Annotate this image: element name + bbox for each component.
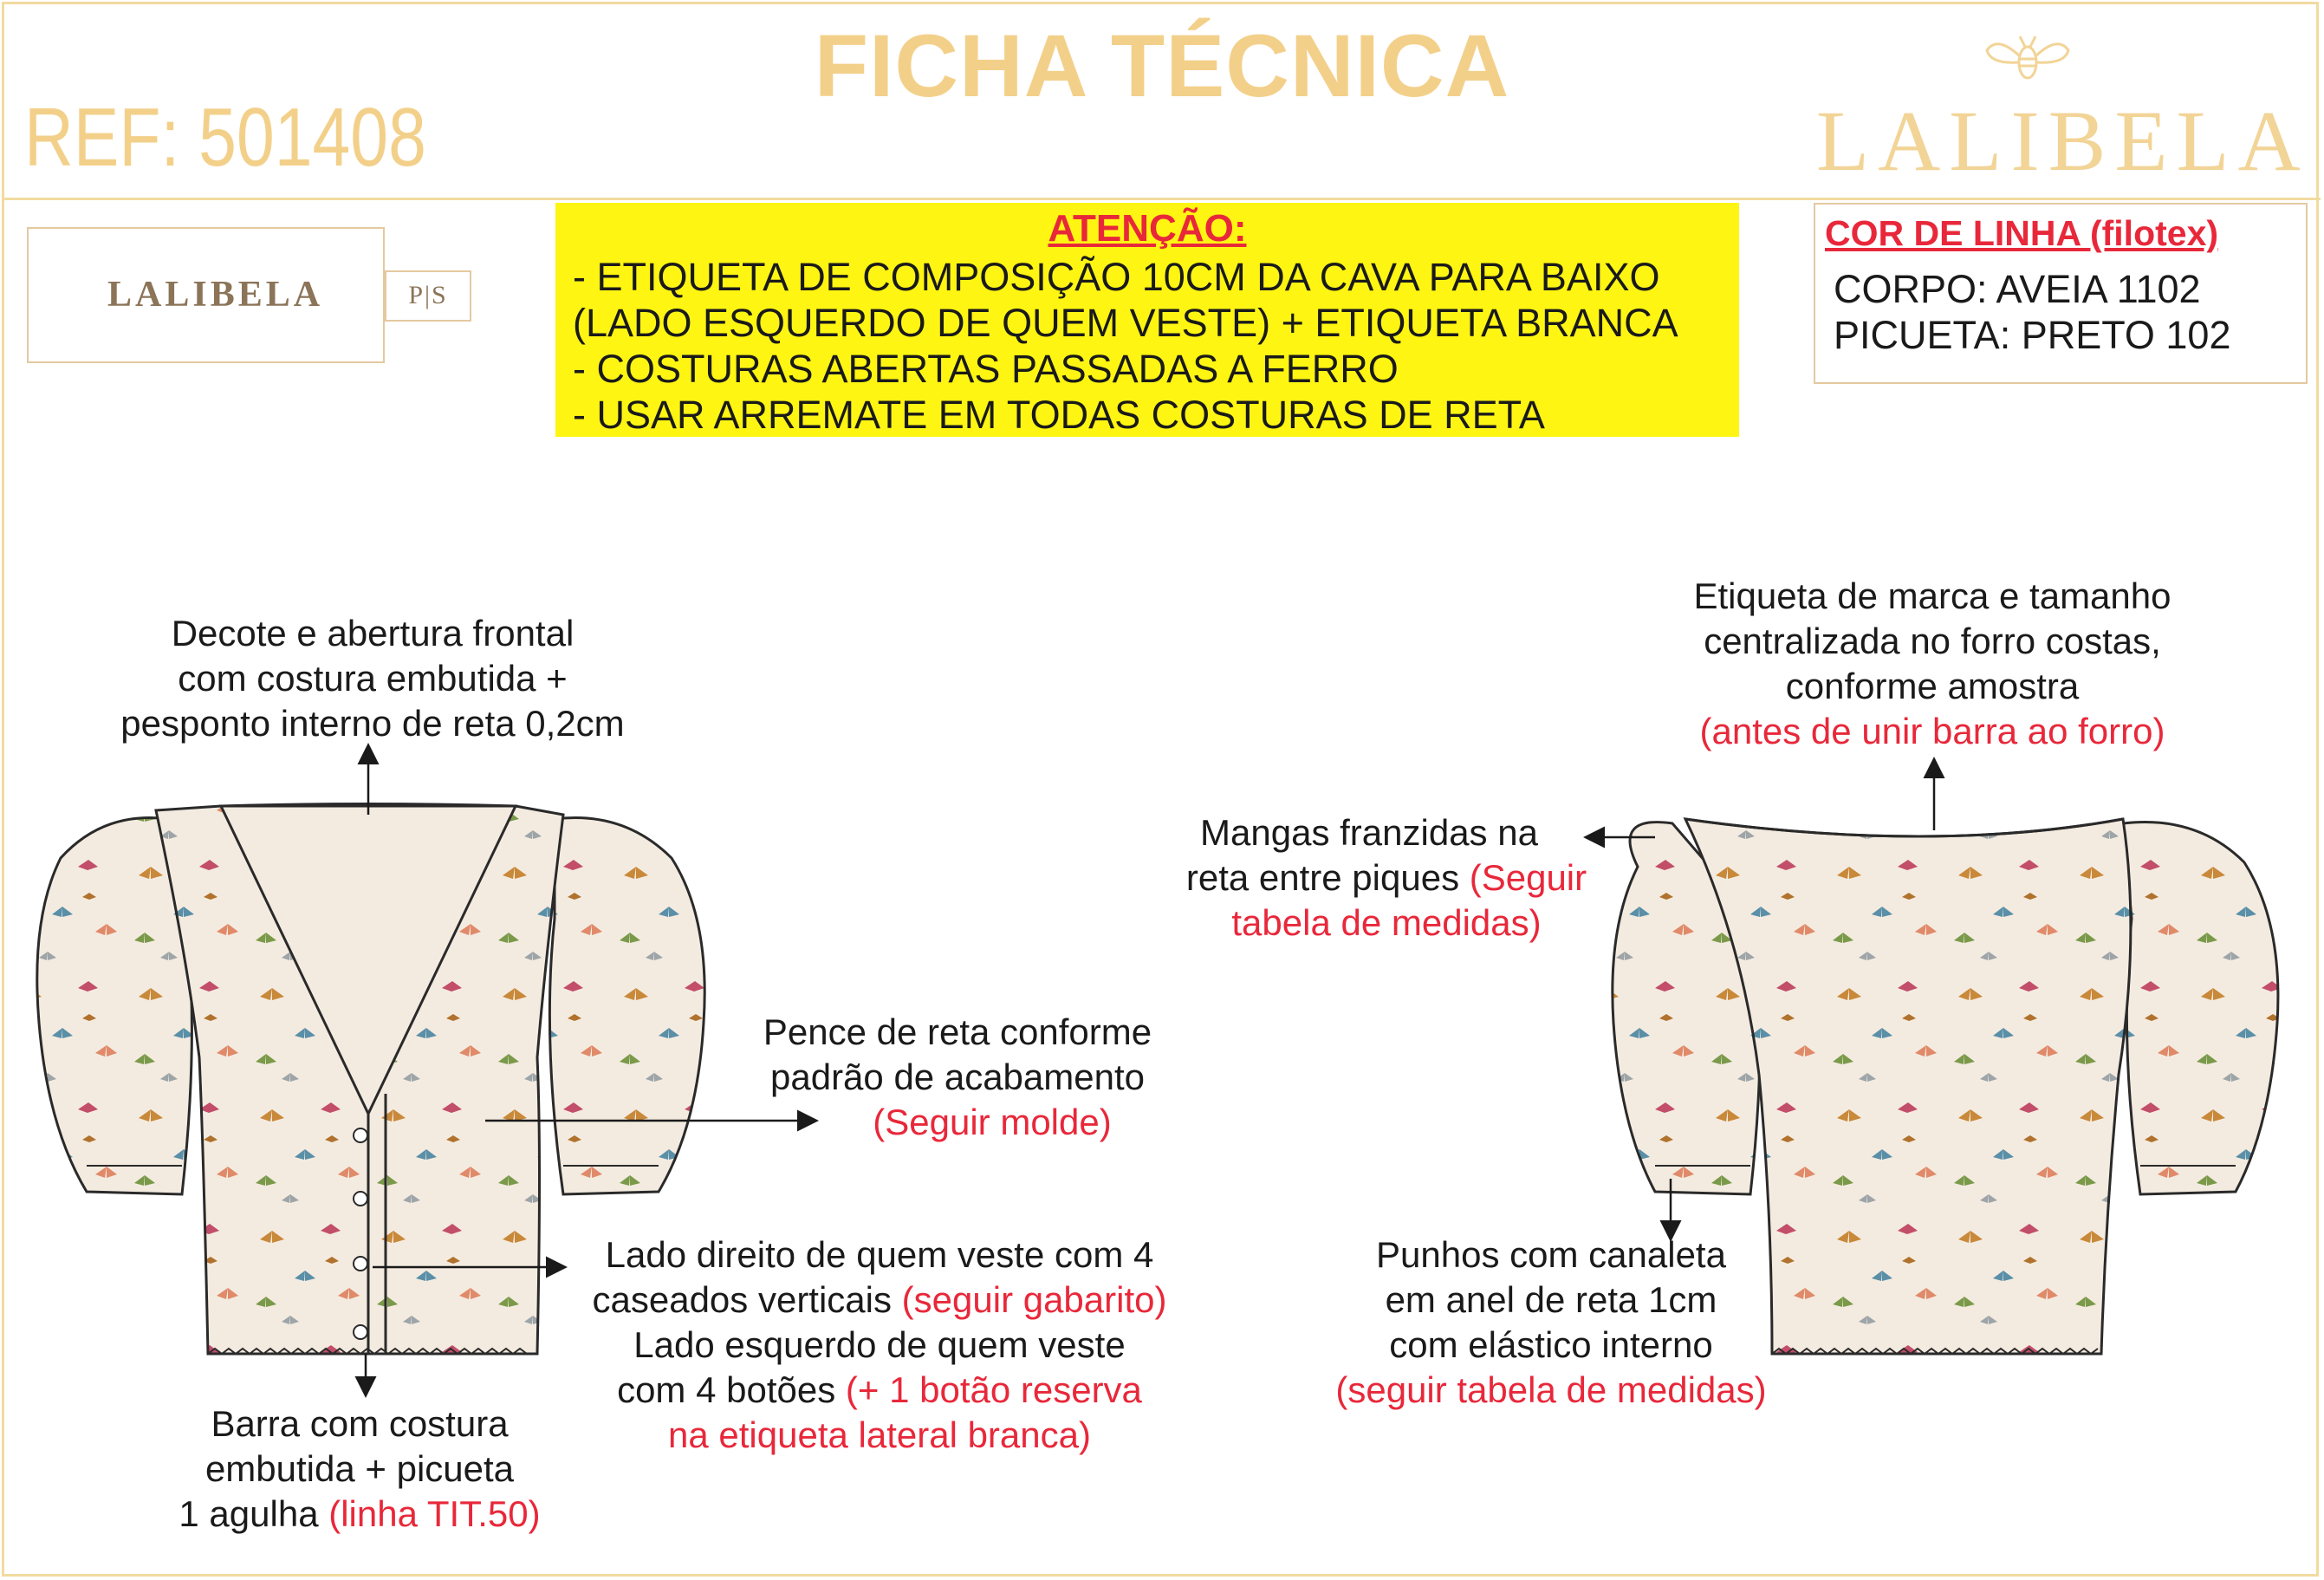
brand-logo: LALIBELA bbox=[1816, 93, 2309, 189]
annotation-line: (antes de unir barra ao forro) bbox=[1699, 711, 2165, 751]
sleeve-annotation bbox=[1152, 810, 1620, 946]
annotation-line: com elástico interno bbox=[1389, 1324, 1713, 1365]
annotation-line: com 4 botões bbox=[617, 1369, 846, 1410]
annotation-line: Pence de reta conforme bbox=[763, 1011, 1152, 1052]
annotation-line: com costura embutida + bbox=[178, 658, 568, 699]
annotation-line: Lado esquerdo de quem veste bbox=[633, 1324, 1126, 1365]
attention-line: - ETIQUETA DE COMPOSIÇÃO 10CM DA CAVA PARA BAIXO bbox=[573, 255, 1660, 299]
annotation-highlight: (Seguir bbox=[1469, 857, 1587, 898]
page-title: FICHA TÉCNICA bbox=[814, 16, 1510, 115]
neckline-annotation bbox=[87, 611, 659, 746]
annotation-line: centralizada no forro costas, bbox=[1704, 621, 2161, 661]
annotation-line: conforme amostra bbox=[1785, 666, 2080, 706]
annotation-line: Etiqueta de marca e tamanho bbox=[1693, 575, 2171, 616]
size-label: P|S bbox=[385, 270, 471, 322]
attention-line: - USAR ARREMATE EM TODAS COSTURAS DE RETA bbox=[573, 393, 1545, 437]
attention-line: (LADO ESQUERDO DE QUEM VESTE) + ETIQUETA BRANCA bbox=[573, 301, 1678, 345]
annotation-line: Lado direito de quem veste com 4 bbox=[605, 1234, 1154, 1275]
annotation-line: na etiqueta lateral branca) bbox=[668, 1414, 1091, 1455]
thread-color-picueta: PICUETA: PRETO 102 bbox=[1834, 313, 2231, 357]
annotation-line: Mangas franzidas na bbox=[1200, 812, 1538, 853]
annotation-line: em anel de reta 1cm bbox=[1385, 1279, 1717, 1320]
attention-line: - COSTURAS ABERTAS PASSADAS A FERRO bbox=[573, 347, 1399, 391]
annotation-line: tabela de medidas) bbox=[1231, 902, 1542, 943]
thread-color-body: CORPO: AVEIA 1102 bbox=[1834, 267, 2201, 311]
annotation-line: reta entre piques bbox=[1185, 857, 1470, 898]
thread-color-title: COR DE LINHA (filotex) bbox=[1825, 213, 2219, 253]
annotation-line: 1 agulha bbox=[179, 1493, 329, 1534]
annotation-highlight: (+ 1 botão reserva bbox=[845, 1369, 1142, 1410]
annotation-highlight: (seguir gabarito) bbox=[901, 1279, 1167, 1320]
cuff-annotation bbox=[1300, 1232, 1802, 1413]
annotation-line: pesponto interno de reta 0,2cm bbox=[120, 703, 625, 744]
hem-annotation bbox=[139, 1401, 581, 1537]
annotation-line: embutida + picueta bbox=[204, 1448, 515, 1489]
annotation-line: Decote e abertura frontal bbox=[171, 613, 575, 653]
dart-annotation bbox=[737, 1010, 1178, 1145]
brand-label-annotation bbox=[1629, 574, 2236, 754]
attention-title: ATENÇÃO: bbox=[1048, 207, 1247, 250]
brand-label-text: LALIBELA bbox=[107, 275, 324, 315]
closure-annotation bbox=[555, 1232, 1204, 1458]
annotation-line: Barra com costura bbox=[211, 1403, 509, 1444]
annotation-line: (seguir tabela de medidas) bbox=[1335, 1369, 1767, 1410]
reference-number: REF: 501408 bbox=[24, 91, 426, 184]
annotation-line: (Seguir molde) bbox=[873, 1102, 1112, 1142]
annotation-highlight: (linha TIT.50) bbox=[328, 1493, 541, 1534]
annotation-line: Punhos com canaleta bbox=[1376, 1234, 1726, 1275]
annotation-line: padrão de acabamento bbox=[770, 1057, 1145, 1097]
annotation-line: caseados verticais bbox=[592, 1279, 902, 1320]
